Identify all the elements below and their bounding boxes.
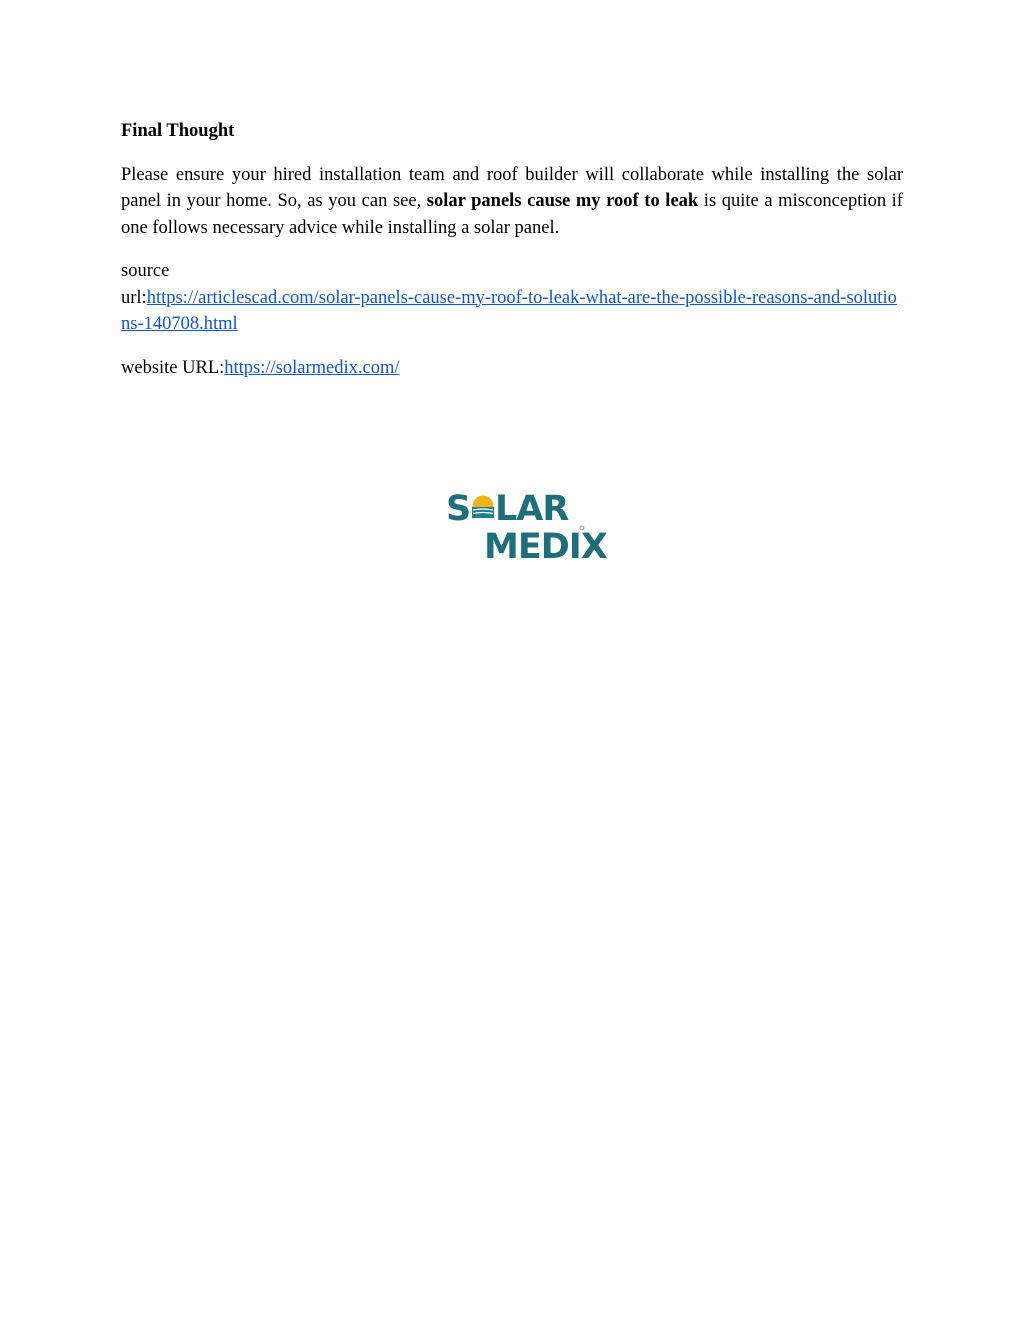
url-label: url: bbox=[121, 287, 147, 308]
logo-word-medix: MEDIX bbox=[484, 527, 607, 567]
solar-medix-logo bbox=[446, 486, 607, 567]
body-paragraph bbox=[121, 162, 903, 242]
document-page bbox=[121, 118, 903, 381]
paragraph-text-start: Please ensure your hired installation team and roof builder will collaborate while installing the solar panel in your home. So, as you can see, bbox=[121, 164, 903, 211]
source-label: source bbox=[121, 261, 170, 281]
source-url-block bbox=[121, 258, 903, 338]
logo-sun-icon bbox=[472, 496, 494, 519]
website-url-block bbox=[121, 355, 903, 382]
website-url-label: website URL: bbox=[121, 357, 225, 378]
logo-letters-lar: LAR bbox=[495, 489, 569, 529]
section-heading: Final Thought bbox=[121, 121, 235, 141]
paragraph-bold-keyword: solar panels cause my roof to leak bbox=[426, 191, 699, 211]
paragraph-text-end: is quite a misconception if one follows necessary advice while installing a solar panel. bbox=[121, 191, 903, 238]
logo-letter-s: S bbox=[446, 489, 472, 529]
source-url-link[interactable]: https://articlescad.com/solar-panels-cause-my-roof-to-leak-what-are-the-possible-reasons-and-solutions-140708.html bbox=[121, 287, 897, 334]
website-url-link[interactable]: https://solarmedix.com/ bbox=[224, 357, 400, 378]
